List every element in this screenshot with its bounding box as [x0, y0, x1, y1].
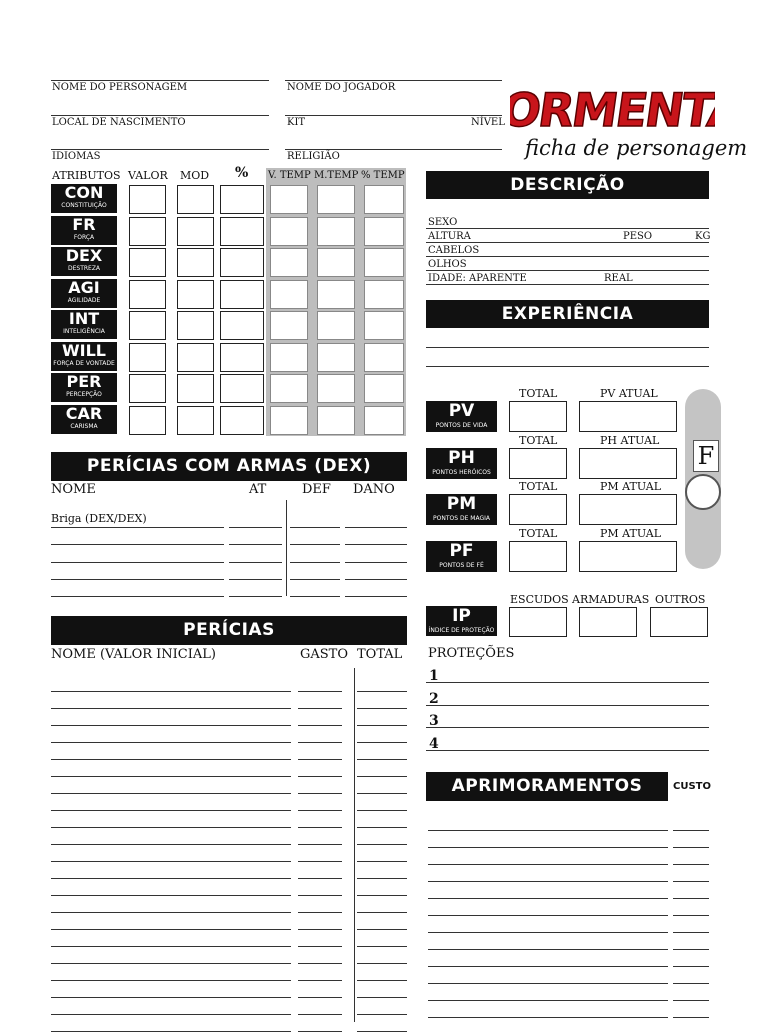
attr-abbr: FR: [72, 214, 96, 234]
birthplace-label: LOCAL DE NASCIMENTO: [52, 117, 186, 128]
skill-row-line[interactable]: [298, 759, 342, 760]
pf-badge: [426, 541, 497, 572]
protections-title: PROTEÇÕES: [428, 646, 515, 661]
attr-int-badge: [51, 310, 117, 339]
points-total-label: TOTAL: [519, 526, 558, 540]
skill-row-line[interactable]: [298, 810, 342, 811]
skill-row-line[interactable]: [357, 827, 407, 828]
eyes-label: OLHOS: [428, 259, 467, 270]
character-name-label: NOME DO PERSONAGEM: [52, 82, 188, 93]
attr-name: FORÇA DE VONTADE: [53, 359, 115, 367]
skill-row-line[interactable]: [298, 776, 342, 777]
points-current-label: PM ATUAL: [600, 526, 662, 540]
improvement-row-line[interactable]: [428, 966, 668, 967]
attr-car-badge: [51, 405, 117, 434]
attr-con-ptemp-field[interactable]: [364, 185, 404, 214]
points-abbr: PF: [449, 540, 474, 561]
skill-row-line[interactable]: [298, 997, 342, 998]
attr-con-value-field[interactable]: [129, 185, 166, 214]
pf-total-field[interactable]: [509, 541, 567, 572]
attr-fr-ptemp-field[interactable]: [364, 217, 404, 246]
attr-car-pct-field[interactable]: [220, 406, 264, 435]
pct-header: %: [235, 165, 249, 181]
level-label: NÍVEL: [471, 117, 505, 128]
weapon-row-line[interactable]: [229, 527, 282, 528]
shields-label: ESCUDOS: [510, 593, 569, 606]
attr-dex-value-field[interactable]: [129, 248, 166, 277]
skills-total-header: TOTAL: [357, 647, 403, 662]
ip-box: [426, 606, 497, 636]
protection-line[interactable]: [426, 727, 709, 728]
attr-abbr: CON: [64, 183, 104, 202]
weapon-dmg-header: DANO: [353, 482, 395, 497]
skill-row-line[interactable]: [298, 929, 342, 930]
attr-name: PERCEPÇÃO: [66, 391, 102, 398]
points-total-label: TOTAL: [519, 433, 558, 447]
weapon-at-header: AT: [249, 482, 267, 497]
attr-will-ptemp-field[interactable]: [364, 343, 404, 372]
weapon-row-line[interactable]: [51, 579, 224, 580]
improvement-cost-line[interactable]: [673, 881, 709, 882]
skill-row-line[interactable]: [51, 963, 291, 964]
weapon-row-line[interactable]: [51, 544, 224, 545]
skill-row-line[interactable]: [51, 1014, 291, 1015]
attr-abbr: INT: [68, 309, 100, 328]
skill-row-line[interactable]: [357, 793, 407, 794]
protection-line[interactable]: [426, 705, 709, 706]
weapon-row-line[interactable]: [229, 596, 282, 597]
skill-row-line[interactable]: [51, 929, 291, 930]
attr-car-vtemp-field[interactable]: [270, 406, 308, 435]
attr-abbr: WILL: [62, 340, 106, 360]
attr-fr-badge: [51, 216, 117, 245]
experience-title: EXPERIÊNCIA: [426, 300, 709, 328]
skill-row-line[interactable]: [357, 844, 407, 845]
skill-row-line[interactable]: [298, 980, 342, 981]
skill-row-line[interactable]: [298, 691, 342, 692]
points-name: PONTOS DE FÉ: [439, 561, 484, 569]
skill-row-line[interactable]: [357, 776, 407, 777]
skill-row-line[interactable]: [357, 946, 407, 947]
age-apparent-label: IDADE: APARENTE: [428, 273, 527, 284]
attr-car-value-field[interactable]: [129, 406, 166, 435]
skill-row-line[interactable]: [298, 912, 342, 913]
skill-row-line[interactable]: [298, 708, 342, 709]
improvement-row-line[interactable]: [428, 949, 668, 950]
attr-per-value-field[interactable]: [129, 374, 166, 403]
weapon-row-line[interactable]: [345, 562, 407, 563]
weapon-row-line[interactable]: [290, 527, 340, 528]
skill-row-line[interactable]: [298, 861, 342, 862]
improvement-cost-line[interactable]: [673, 983, 709, 984]
points-name: PONTOS DE MAGIA: [433, 515, 490, 522]
attr-con-pct-field[interactable]: [220, 185, 264, 214]
description-title: DESCRIÇÃO: [426, 171, 709, 199]
attr-agi-ptemp-field[interactable]: [364, 280, 404, 309]
attr-int-ptemp-field[interactable]: [364, 311, 404, 340]
attr-fr-vtemp-field[interactable]: [270, 217, 308, 246]
skill-row-line[interactable]: [298, 742, 342, 743]
attr-int-pct-field[interactable]: [220, 311, 264, 340]
improvement-row-line[interactable]: [428, 983, 668, 984]
attr-abbr: AGI: [68, 277, 100, 297]
pv-current-field[interactable]: [579, 401, 677, 432]
improvement-cost-line[interactable]: [673, 915, 709, 916]
skill-row-line[interactable]: [298, 827, 342, 828]
weapon-row-1-name: Briga (DEX/DEX): [51, 512, 147, 525]
attr-abbr: CAR: [65, 403, 103, 423]
improvement-cost-line[interactable]: [673, 932, 709, 933]
attr-dex-mtemp-field[interactable]: [317, 248, 355, 277]
skill-row-line[interactable]: [298, 963, 342, 964]
attr-car-ptemp-field[interactable]: [364, 406, 404, 435]
attr-fr-mtemp-field[interactable]: [317, 217, 355, 246]
skill-row-line[interactable]: [298, 844, 342, 845]
attr-con-mtemp-field[interactable]: [317, 185, 355, 214]
attr-car-mod-field[interactable]: [177, 406, 214, 435]
skill-row-line[interactable]: [298, 946, 342, 947]
points-abbr: PH: [448, 447, 475, 468]
improvement-row-line[interactable]: [428, 898, 668, 899]
skill-row-line[interactable]: [357, 895, 407, 896]
skills-spent-header: GASTO: [300, 647, 349, 662]
attr-car-mtemp-field[interactable]: [317, 406, 355, 435]
attr-header: ATRIBUTOS: [52, 169, 121, 182]
points-current-label: PH ATUAL: [600, 433, 660, 447]
skill-row-line[interactable]: [51, 776, 291, 777]
attr-con-badge: [51, 184, 117, 213]
points-abbr: PM: [446, 494, 477, 514]
attr-dex-pct-field[interactable]: [220, 248, 264, 277]
attr-abbr: PER: [66, 372, 102, 391]
weapon-row-line[interactable]: [290, 596, 340, 597]
armor-field[interactable]: [579, 607, 637, 637]
weapon-row-line[interactable]: [345, 544, 407, 545]
improvement-cost-line[interactable]: [673, 847, 709, 848]
armor-label: ARMADURAS: [572, 593, 650, 606]
attr-int-mtemp-field[interactable]: [317, 311, 355, 340]
points-name: PONTOS DE VIDA: [435, 422, 488, 429]
improvement-row-line[interactable]: [428, 1000, 668, 1001]
weapon-row-line[interactable]: [290, 562, 340, 563]
skill-row-line[interactable]: [51, 759, 291, 760]
others-label: OUTROS: [655, 593, 706, 606]
skill-row-line[interactable]: [357, 997, 407, 998]
improvement-row-line[interactable]: [428, 915, 668, 916]
protection-number: 2: [429, 690, 439, 707]
skill-row-line[interactable]: [51, 861, 291, 862]
skill-row-line[interactable]: [357, 708, 407, 709]
height-label: ALTURA: [428, 231, 471, 242]
attr-agi-badge: [51, 279, 117, 308]
attr-fr-pct-field[interactable]: [220, 217, 264, 246]
attr-agi-mtemp-field[interactable]: [317, 280, 355, 309]
skill-row-line[interactable]: [357, 878, 407, 879]
attr-dex-badge: [51, 247, 117, 276]
skill-row-line[interactable]: [51, 827, 291, 828]
protection-number: 1: [429, 668, 439, 684]
attr-fr-mod-field[interactable]: [177, 217, 214, 246]
skill-row-line[interactable]: [357, 861, 407, 862]
attr-abbr: DEX: [65, 246, 103, 265]
improvement-row-line[interactable]: [428, 932, 668, 933]
skill-row-line[interactable]: [298, 878, 342, 879]
points-current-label: PM ATUAL: [600, 480, 662, 493]
mtemp-header: M.TEMP: [314, 170, 359, 181]
attr-dex-ptemp-field[interactable]: [364, 248, 404, 277]
weapon-row-line[interactable]: [345, 596, 407, 597]
skill-row-line[interactable]: [51, 912, 291, 913]
ptemp-header: % TEMP: [361, 170, 405, 181]
languages-label: IDIOMAS: [52, 151, 101, 162]
ip-name: ÍNDICE DE PROTEÇÃO: [428, 627, 495, 634]
skills-title: PERÍCIAS: [51, 616, 407, 645]
improvement-cost-line[interactable]: [673, 830, 709, 831]
weapon-row-line[interactable]: [229, 579, 282, 580]
ph-badge: [426, 448, 497, 479]
attr-will-value-field[interactable]: [129, 343, 166, 372]
logo-subtitle: ficha de personagem: [525, 136, 748, 160]
attr-agi-mod-field[interactable]: [177, 280, 214, 309]
weapon-name-header: NOME: [51, 482, 96, 497]
points-total-label: TOTAL: [519, 480, 558, 493]
points-abbr: PV: [448, 401, 475, 421]
skill-row-line[interactable]: [298, 895, 342, 896]
skill-row-line[interactable]: [51, 844, 291, 845]
attr-will-badge: [51, 342, 117, 371]
points-total-label: TOTAL: [519, 387, 558, 400]
attr-int-mod-field[interactable]: [177, 311, 214, 340]
skill-row-line[interactable]: [357, 963, 407, 964]
improvement-row-line[interactable]: [428, 864, 668, 865]
skill-row-line[interactable]: [357, 980, 407, 981]
weapon-row-line[interactable]: [51, 562, 224, 563]
attr-dex-vtemp-field[interactable]: [270, 248, 308, 277]
others-field[interactable]: [650, 607, 708, 637]
protection-line[interactable]: [426, 750, 709, 751]
improvement-cost-line[interactable]: [673, 864, 709, 865]
attr-per-vtemp-field[interactable]: [270, 374, 308, 403]
skill-row-line[interactable]: [357, 742, 407, 743]
pv-total-field[interactable]: [509, 401, 567, 432]
hair-label: CABELOS: [428, 245, 480, 256]
vtemp-header: V. TEMP: [268, 170, 311, 181]
tormenta-logo: [510, 74, 715, 136]
ip-abbr: IP: [452, 606, 471, 626]
improvement-row-line[interactable]: [428, 830, 668, 831]
weapon-row-line[interactable]: [51, 527, 224, 528]
tracker-knob[interactable]: [685, 474, 721, 510]
skill-row-line[interactable]: [357, 725, 407, 726]
attr-name: DESTREZA: [67, 265, 101, 272]
shields-field[interactable]: [509, 607, 567, 637]
attr-will-mtemp-field[interactable]: [317, 343, 355, 372]
weapon-row-line[interactable]: [290, 544, 340, 545]
protection-number: 3: [429, 713, 439, 729]
pm-total-field[interactable]: [509, 494, 567, 525]
attr-dex-mod-field[interactable]: [177, 248, 214, 277]
attr-per-badge: [51, 373, 117, 402]
religion-label: RELIGIÃO: [287, 151, 340, 162]
attr-fr-value-field[interactable]: [129, 217, 166, 246]
sex-label: SEXO: [428, 217, 458, 228]
value-header: VALOR: [128, 169, 168, 182]
ph-total-field[interactable]: [509, 448, 567, 479]
weapon-row-line[interactable]: [229, 562, 282, 563]
skill-row-line[interactable]: [357, 691, 407, 692]
attr-int-value-field[interactable]: [129, 311, 166, 340]
attr-will-vtemp-field[interactable]: [270, 343, 308, 372]
improvement-cost-line[interactable]: [673, 1000, 709, 1001]
skill-row-line[interactable]: [51, 997, 291, 998]
attr-name: CONSTITUIÇÃO: [61, 202, 107, 209]
weapon-row-line[interactable]: [345, 527, 407, 528]
age-real-label: REAL: [604, 273, 633, 284]
improvement-cost-line[interactable]: [673, 898, 709, 899]
skill-row-line[interactable]: [51, 810, 291, 811]
attr-con-mod-field[interactable]: [177, 185, 214, 214]
attr-agi-vtemp-field[interactable]: [270, 280, 308, 309]
improvement-row-line[interactable]: [428, 881, 668, 882]
weight-label: PESO: [623, 231, 653, 242]
skill-row-line[interactable]: [51, 691, 291, 692]
skill-row-line[interactable]: [51, 980, 291, 981]
attr-name: INTELIGÊNCIA: [63, 328, 105, 335]
protection-number: 4: [429, 735, 439, 752]
skill-row-line[interactable]: [357, 1014, 407, 1015]
pm-badge: [426, 494, 497, 525]
attr-agi-value-field[interactable]: [129, 280, 166, 309]
weapon-row-line[interactable]: [51, 596, 224, 597]
protection-line[interactable]: [426, 682, 709, 683]
skill-row-line[interactable]: [51, 725, 291, 726]
tracker-letter: F: [693, 440, 719, 472]
attr-per-mtemp-field[interactable]: [317, 374, 355, 403]
skill-row-line[interactable]: [357, 912, 407, 913]
kg-label: KG: [695, 231, 711, 242]
points-name: PONTOS HERÓICOS: [432, 468, 491, 476]
skill-row-line[interactable]: [298, 1014, 342, 1015]
improvement-cost-line[interactable]: [673, 1017, 709, 1018]
weapon-row-line[interactable]: [290, 579, 340, 580]
skill-row-line[interactable]: [298, 725, 342, 726]
attr-agi-pct-field[interactable]: [220, 280, 264, 309]
skill-row-line[interactable]: [51, 946, 291, 947]
skill-row-line[interactable]: [298, 793, 342, 794]
attr-name: CARISMA: [70, 422, 98, 430]
skill-row-line[interactable]: [51, 793, 291, 794]
attr-name: AGILIDADE: [67, 296, 101, 304]
improvement-row-line[interactable]: [428, 1017, 668, 1018]
weapons-title: PERÍCIAS COM ARMAS (DEX): [51, 452, 407, 481]
improvements-title: APRIMORAMENTOS: [426, 772, 668, 801]
pf-current-field[interactable]: [579, 541, 677, 572]
improvements-cost-header: CUSTO: [673, 781, 711, 792]
improvement-cost-line[interactable]: [673, 949, 709, 950]
skills-name-header: NOME (VALOR INICIAL): [51, 647, 216, 662]
attr-per-mod-field[interactable]: [177, 374, 214, 403]
skill-row-line[interactable]: [357, 810, 407, 811]
improvement-row-line[interactable]: [428, 847, 668, 848]
weapon-row-line[interactable]: [229, 544, 282, 545]
skill-row-line[interactable]: [51, 895, 291, 896]
svg-text:TORMENTA: TORMENTA: [510, 83, 715, 136]
attr-con-vtemp-field[interactable]: [270, 185, 308, 214]
skill-row-line[interactable]: [51, 742, 291, 743]
skill-row-line[interactable]: [51, 878, 291, 879]
mod-header: MOD: [180, 169, 210, 182]
skill-row-line[interactable]: [51, 708, 291, 709]
attr-will-mod-field[interactable]: [177, 343, 214, 372]
skill-row-line[interactable]: [357, 759, 407, 760]
attr-will-pct-field[interactable]: [220, 343, 264, 372]
pv-badge: [426, 401, 497, 432]
attr-int-vtemp-field[interactable]: [270, 311, 308, 340]
kit-label: KIT: [287, 117, 306, 128]
weapon-def-header: DEF: [302, 482, 331, 497]
improvement-cost-line[interactable]: [673, 966, 709, 967]
skill-row-line[interactable]: [357, 929, 407, 930]
attr-per-ptemp-field[interactable]: [364, 374, 404, 403]
weapon-row-line[interactable]: [345, 579, 407, 580]
player-name-label: NOME DO JOGADOR: [287, 82, 396, 93]
attr-per-pct-field[interactable]: [220, 374, 264, 403]
pm-current-field[interactable]: [579, 494, 677, 525]
ph-current-field[interactable]: [579, 448, 677, 479]
points-current-label: PV ATUAL: [600, 387, 658, 400]
attr-name: FORÇA: [73, 233, 95, 241]
